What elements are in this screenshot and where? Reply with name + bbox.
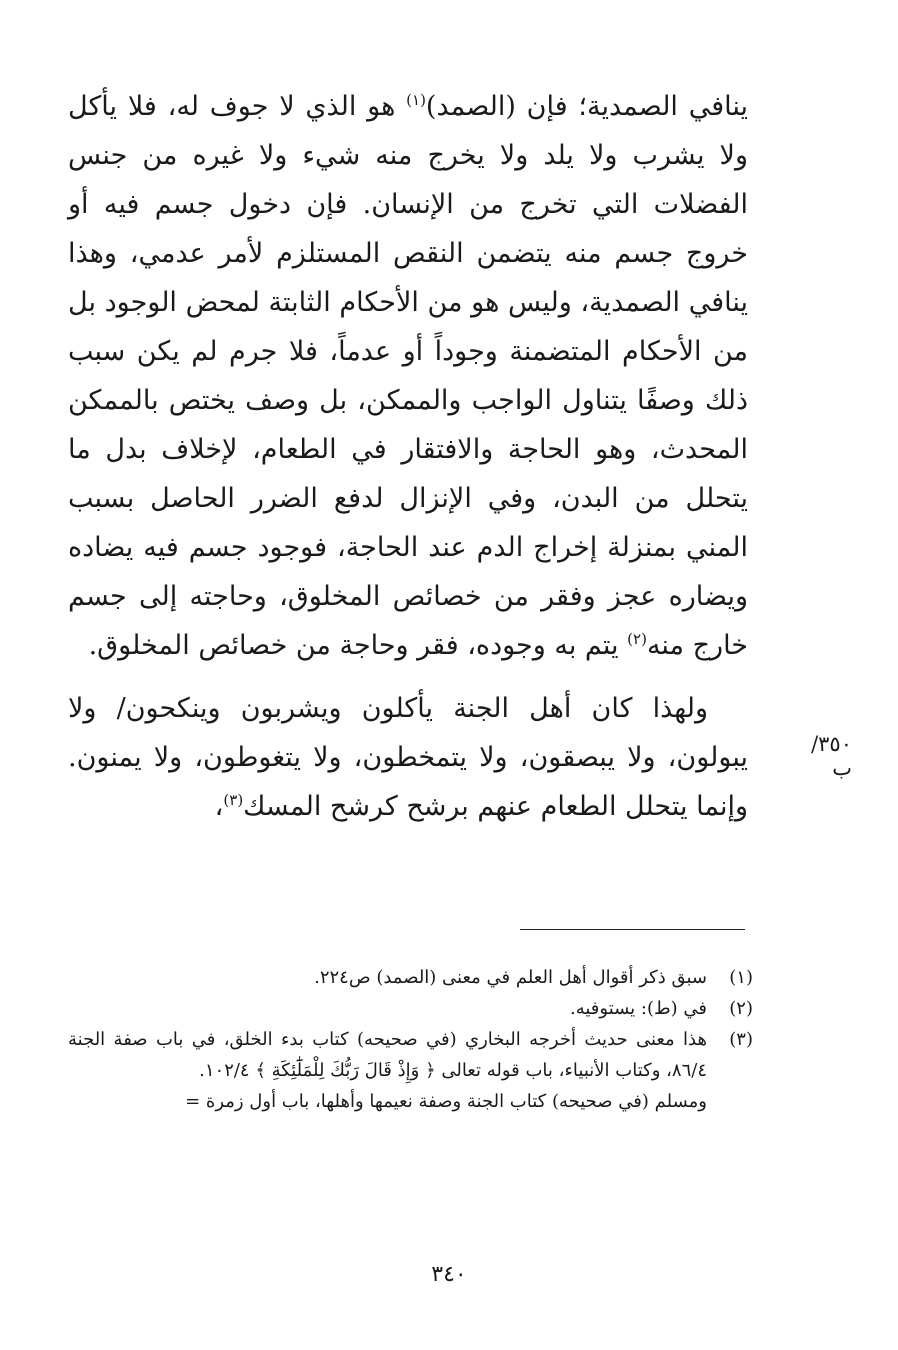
- footnote: [68, 962, 753, 993]
- body-paragraph: [68, 684, 748, 831]
- footnote-continuation: ومسلم (في صحيحه) كتاب الجنة وصفة نعيمها وأهلها، باب أول زمرة =: [185, 1091, 707, 1112]
- footnote-number: (٣): [729, 1029, 753, 1050]
- footnote-number: (١): [729, 967, 753, 988]
- body-text: ،: [214, 791, 224, 822]
- footnote-text: هذا معنى حديث أخرجه البخاري (في صحيحه) كتاب بدء الخلق، في باب صفة الجنة ٨٦/٤، وكتاب الأنبياء، باب قوله تعالى ﴿ وَإِذْ قَالَ رَبُّكَ لِلْمَلَٰٓئِكَةِ ﴾ ١٠٢/٤.: [68, 1029, 707, 1081]
- footnote-ref: (٢): [627, 630, 647, 648]
- footnote-text: في (ط): يستوفيه.: [569, 998, 707, 1019]
- footnote-text: سبق ذكر أقوال أهل العلم في معنى (الصمد) ص٢٢٤.: [314, 967, 707, 988]
- main-text: [68, 82, 748, 831]
- footnote-number: (٢): [729, 998, 753, 1019]
- body-text: ينافي الصمدية؛ فإن (الصمد): [425, 91, 748, 122]
- footnote-separator: [520, 929, 745, 930]
- footnote: [68, 993, 753, 1024]
- body-text: هو الذي لا جوف له، فلا يأكل ولا يشرب ولا يلد ولا يخرج منه شيء ولا غيره من جنس الفضلات التي تخرج من الإنسان. فإن دخول جسم فيه أو خروج جسم منه يتضمن النقص المستلزم لأمر عدمي، وهذا ينافي الصمدية، وليس هو من الأحكام الثابتة لمحض الوجود بل من الأحكام المتضمنة وجوداً أو عدماً، فلا جرم لم يكن سبب ذلك وصفًا يتناول الواجب والممكن، بل وصف يختص بالممكن المحدث، وهو الحاجة والافتقار في الطعام، لإخلاف بدل ما يتحلل من البدن، وفي الإنزال لدفع الضرر الحاصل بسبب المني بمنزلة إخراج الدم عند الحاجة، فوجود جسم فيه يضاده ويضاره عجز وفقر من خصائص المخلوق، وحاجته إلى جسم خارج منه: [68, 91, 748, 661]
- body-text: ولهذا كان أهل الجنة يأكلون ويشربون وينكحون/ ولا يبولون، ولا يبصقون، ولا يتمخطون، ولا يتغوطون، ولا يمنون. وإنما يتحلل الطعام عنهم برشح كرشح المسك: [68, 693, 748, 822]
- footnotes: [68, 962, 753, 1117]
- page-number: ٣٤٠: [431, 1262, 467, 1287]
- body-text: يتم به وجوده، فقر وحاجة من خصائص المخلوق.: [88, 630, 628, 661]
- footnote-ref: (١): [406, 91, 426, 109]
- body-paragraph: [68, 82, 748, 670]
- manuscript-folio-note: ٣٥٠/ب: [811, 732, 852, 780]
- footnote-ref: (٣): [223, 791, 244, 809]
- footnote: [68, 1024, 753, 1086]
